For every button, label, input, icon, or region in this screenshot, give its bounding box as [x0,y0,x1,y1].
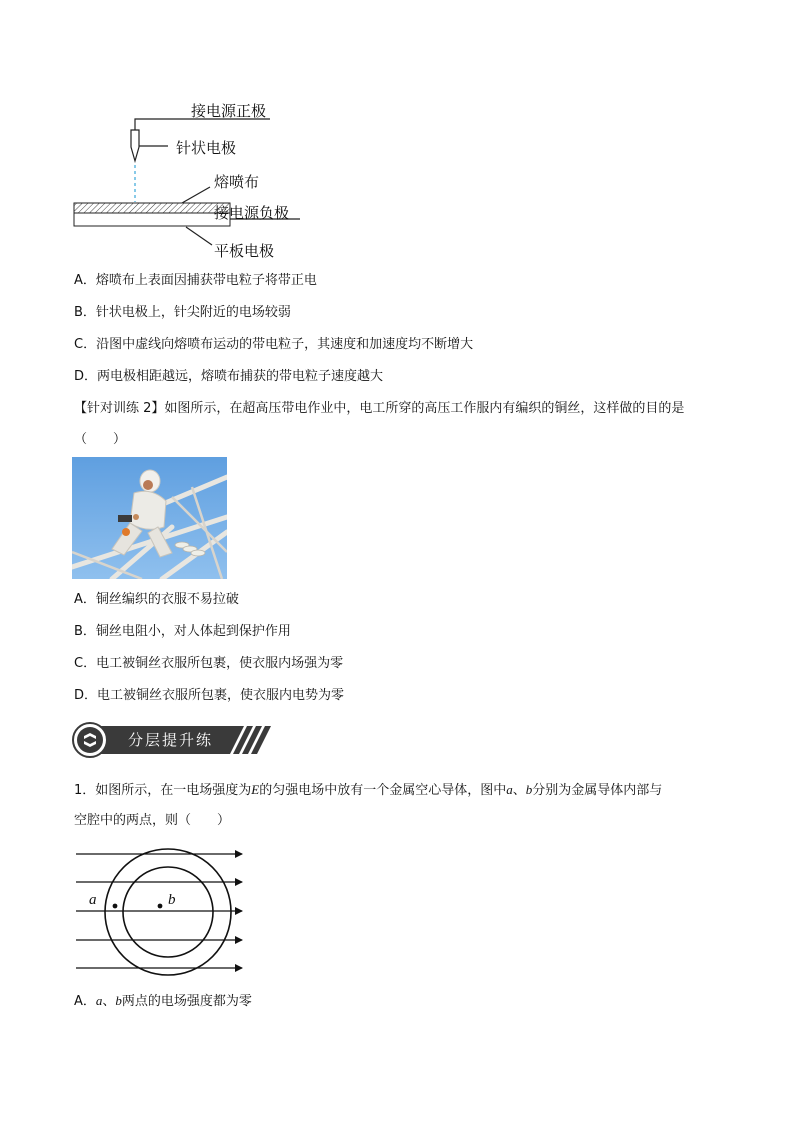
variable-a: a [95,993,103,1008]
variable-b: b [115,993,122,1008]
option-text: 两电极相距越远，熔喷布捕获的带电粒子速度越大 [97,369,384,384]
question-1-stem-line1 [74,781,662,800]
inner-cavity-circle [123,867,213,957]
meltblown-fabric [74,203,230,213]
label-point-b: b [168,892,176,908]
option-letter: B． [74,305,96,320]
separator: 、 [102,994,116,1009]
option-a [74,272,317,290]
option-text: 两点的电场强度都为零 [121,994,252,1009]
label-negative-terminal: 接电源负极 [214,204,290,222]
label-positive-terminal: 接电源正极 [191,102,267,120]
question-1-stem-line2: 空腔中的两点，则（ ） [74,813,231,828]
answer-blank: （ ） [74,432,127,447]
point-b-dot [158,904,163,909]
hollow-conductor-diagram [70,838,250,978]
label-meltblown-fabric: 熔喷布 [214,173,260,191]
option-letter: C． [74,656,97,671]
label-needle-electrode: 针状电极 [176,139,237,157]
training-option-c [74,655,343,673]
option-letter: A． [74,994,96,1009]
option-text: 铜丝编织的衣服不易拉破 [95,592,239,607]
section-title: 分层提升练 [128,731,214,749]
option-letter: B． [74,624,96,639]
option-text: 熔喷布上表面因捕获带电粒子将带正电 [95,273,317,288]
option-text: 铜丝电阻小，对人体起到保护作用 [95,624,291,639]
training-stem-text: 如图所示，在超高压带电作业中，电工所穿的高压工作服内有编织的铜丝，这样做的目的是 [164,401,685,416]
option-letter: A． [74,592,96,607]
training-option-d [74,687,344,705]
training-question-stem [74,400,684,418]
stem-text: 分别为金属导体内部与 [532,783,663,798]
electrode-diagram [60,95,320,265]
variable-b: b [525,782,533,797]
stem-text: 的匀强电场中放有一个金属空心导体，图中 [259,783,507,798]
training-tag: 【针对训练 2】 [74,401,165,416]
option-text: 电工被铜丝衣服所包裹，使衣服内电势为零 [97,688,345,703]
label-plate-electrode: 平板电极 [214,242,275,260]
option-c [74,336,473,354]
section-badge-icon [81,731,99,749]
option-text: 电工被铜丝衣服所包裹，使衣服内场强为零 [96,656,344,671]
option-text: 沿图中虚线向熔喷布运动的带电粒子，其速度和加速度均不断增大 [96,337,474,352]
option-letter: A． [74,273,96,288]
needle-electrode [131,130,139,161]
label-point-a: a [89,892,97,908]
variable-e: E [251,782,260,797]
question-1-option-a [74,992,252,1011]
option-text: 针状电极上，针尖附近的电场较弱 [95,305,291,320]
training-option-a [74,591,239,609]
plate-electrode [74,213,230,226]
outer-conductor-circle [105,849,231,975]
point-a-dot [113,904,118,909]
option-letter: D． [74,369,98,384]
meltblown-leader-line [182,187,210,203]
training-option-b [74,623,291,641]
option-letter: C． [74,337,97,352]
option-b [74,304,291,322]
electrician-photo [72,457,227,579]
option-letter: D． [74,688,98,703]
question-number: 1． [74,783,96,798]
separator: 、 [512,783,526,798]
option-d [74,368,383,386]
stem-text: 如图所示，在一电场强度为 [95,783,252,798]
plate-leader-line [186,227,212,245]
variable-a: a [506,782,513,797]
